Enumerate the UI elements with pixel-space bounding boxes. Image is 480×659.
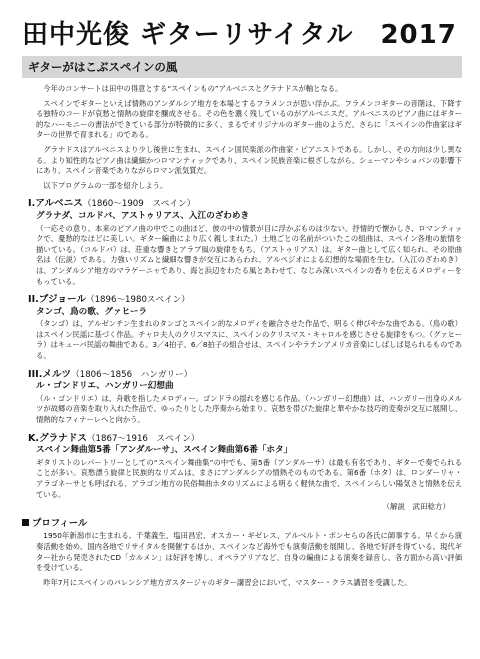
work-description: （一応その意り、本来のピアノ曲の中でこの曲ほど、彼の中の情景が目に浮かぶものは少ない。抒情的で懐かしさ、ロマンティックで、憂愁的なほどに美しい。ギター編曲により広く親しまれた。）土地ごとの名前がついたこの組曲は、スペイン各地の旅情を描いている。（コルドバ）は、荘重な響きとアラブ風の旋律をもち、（アストゥリアス）は、ギター曲として広く知られ、その原曲名は（伝説）である。力強いリズムと繊細な響きが交互にあらわれ、アルペジオによる幻想的な場面を生む。（入江のざわめき）は、アンダルシア地方のマラゲーニャであり、海と浜辺をわたる風とあわせて、なじみ深いスペインの香りを伝えるメロディーをもっている。 (36, 223, 462, 286)
profile-heading-label: プロフィール (32, 517, 88, 529)
composer-heading (28, 199, 462, 210)
work-title: タンゴ、鳥の歌、グァヒーラ (36, 306, 148, 317)
commentary-credit: （解説 武田稔方） (382, 502, 450, 512)
work-title: スペイン舞曲第5番「アンダルーサ」、スペイン舞曲第6番「ホタ」 (36, 445, 293, 456)
square-bullet-icon (22, 519, 29, 526)
composer-heading (28, 370, 462, 381)
composer-years: （1867～1916 スペイン） (86, 433, 200, 444)
program-body (28, 84, 462, 592)
program-section-pujol (28, 294, 462, 362)
composer-name: II.ブジョール (28, 294, 86, 306)
concert-subtitle: ギターがはこぶスペインの風 (22, 56, 462, 78)
composer-years: （1896～1980スペイン） (85, 295, 190, 306)
program-section-mertz (28, 368, 462, 426)
composer-name: III.メルツ (28, 368, 72, 380)
work-description: ギタリストのレパートリーとしての“スペイン舞曲集”の中でも、第5番（アンダルーサ）は最も有名であり、ギターで奏でられることが多い。哀愁漂う旋律と民族的なリズムは、まさにアンダルシアの情熱そのものである。第6番（ホタ）は、ロンダーリャ・アラゴネーサとも呼ばれる、アラゴン地方の民俗舞曲ホタのリズムによる明るく軽快な曲で、スペインらしい陽気さと情熱を伝えている。 (36, 457, 462, 499)
composer-heading (28, 434, 462, 445)
concert-title: 田中光俊 ギターリサイタル 2017 (22, 20, 457, 50)
profile-paragraph: 1950年新潟市に生まれる。千葉義生、塩田昌宏、オスカー・ギゼレス、アルベルト・ポンセらの各氏に師事する。早くから演奏活動を始め、国内各地でリサイタルを開催するほか、スペインなど海外でも演奏活動を展開し、各地で好評を得ている。現代ギター社から発売されたCD「カルメン」は好評を博し、オペラアリアなど、自身の編曲による演奏を録音し、各方面から高い評価を受けている。 (36, 531, 462, 573)
intro-paragraph: 今年のコンサートは田中の得意とする“スペインもの”アルベニスとグラナドスが軸となる。 (43, 84, 343, 93)
work-title: グラナダ、コルドバ、アストゥリアス、入江のざわめき (36, 210, 250, 221)
work-description: （タンゴ）は、アルゼンチン生まれのタンゴとスペイン的なメロディを融合させた作品で、明るく伸びやかな曲である。（鳥の歌）はスペイン民謡に基づく作品。チャロ夫人のクリスマスに、スペインのクリスマス・キャロルを感じさせる旋律をもつ。（グァヒーラ）はキューバ民謡の舞曲である。3／4拍子、6／8拍子の組合せは、スペインやラテンアメリカ音楽にしばしば見られるものである。 (36, 319, 462, 361)
intro-paragraph: グラナドスはアルベニスより少し後世に生まれ、スペイン国民楽派の作曲家・ピアニストである。しかし、その方向は少し異なる。より知性的なピアノ曲は繊細かつロマンティックであり、スペイン民族音楽に根ざしながら、シューマンやショパンの影響下にあり、スペイン音楽でありながらロマン派気質だ。 (36, 144, 462, 176)
program-section-albeniz (28, 198, 462, 287)
program-section-granados (28, 432, 462, 501)
composer-name: K.グラナドス (28, 432, 87, 444)
composer-heading (28, 295, 462, 306)
composer-years: （1860～1909 スペイン） (82, 199, 196, 210)
work-description: （ル・ゴンドリエ）は、舟歌を指したメロディー。ゴンドラの揺れを感じる作品。（ハンガリー幻想曲）は、ハンガリー出身のメルツが故郷の音楽を取り入れた作品で、ゆったりとした序奏から始まり、哀愁を帯びた旋律と華やかな技巧的変奏が交互に展開し、情熱的なフィナーレへと向かう。 (36, 393, 462, 425)
profile-paragraph: 昨年7月にスペインのバレンシア地方ガスタージャのギター講習会において、マスター・クラス講習を受講した。 (43, 577, 412, 587)
work-title: ル・ゴンドリエ、ハンガリー幻想曲 (36, 381, 174, 392)
profile-heading (22, 519, 462, 530)
intro-paragraph: 以下プログラムの一部を紹介しよう。 (43, 180, 168, 190)
intro-paragraph: スペインでギターといえば情熱のアンダルシア地方を本場とするフラメンコが思い浮かぶ。フラメンコギターの音階は、下降する独特のコードが哀愁と情熱の旋律を醸成させる。その色を濃く残しているのがアルベニスだ。アルベニスのピアノ曲にはギター的なハーモニーの書法ができている部分が特徴的に多く、まるでオリジナルのギター曲のようだ。さらに「スペインの作曲家はギターの世界で育まれる」のである。 (36, 98, 462, 140)
composer-name: I.アルベニス (28, 198, 83, 210)
composer-years: （1806～1856 ハンガリー） (71, 369, 193, 380)
